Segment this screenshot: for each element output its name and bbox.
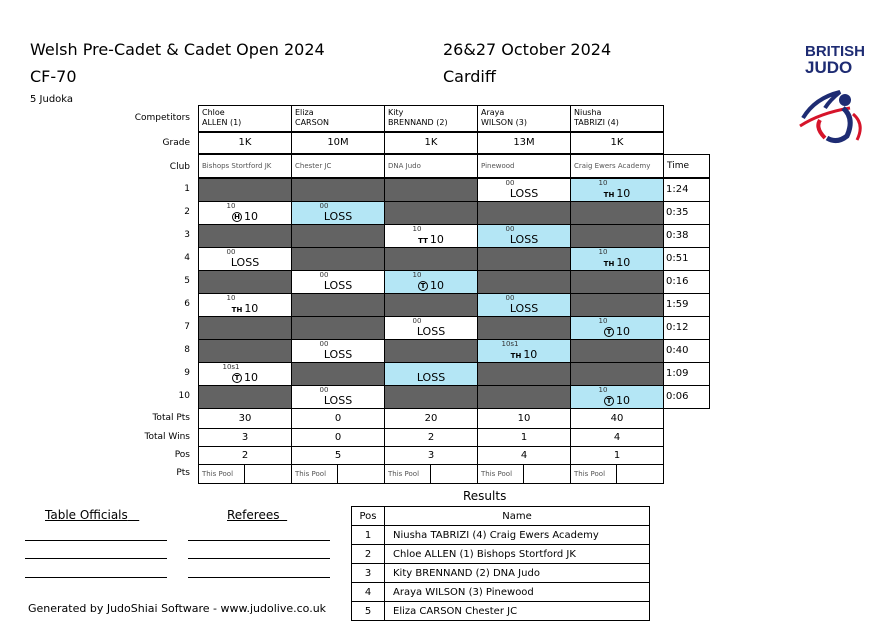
row-label: Club — [169, 162, 190, 172]
row-label: 6 — [184, 299, 190, 309]
score-value: 10 — [523, 348, 538, 361]
score-value: 10 — [430, 279, 444, 292]
score-value: 10 — [244, 371, 258, 384]
total-cell: 4 — [570, 428, 664, 447]
match-cell[interactable] — [291, 178, 385, 202]
score-result — [385, 325, 477, 338]
footer-credit: Generated by JudoShiai Software - www.judolive.co.uk — [28, 602, 327, 615]
logo-line2: JUDO — [805, 58, 853, 77]
score-detail: 10 — [598, 179, 608, 187]
score-result — [292, 210, 384, 223]
pool-points-cell — [198, 464, 292, 484]
score-value: LOSS — [323, 279, 353, 292]
row-label: 2 — [184, 207, 190, 217]
table-officials-label: Table Officials — [45, 508, 128, 522]
match-cell[interactable] — [291, 362, 385, 386]
competitor-last-name: BRENNAND (2) — [388, 118, 448, 127]
row-label: Grade — [162, 138, 190, 148]
total-cell: 3 — [198, 428, 292, 447]
score-result — [571, 394, 663, 407]
score-detail: 10 — [412, 225, 422, 233]
score-value: 10 — [616, 394, 630, 407]
match-cell[interactable] — [570, 362, 664, 386]
referees-heading — [227, 508, 287, 522]
score-type-mark: TT — [418, 237, 428, 245]
competitor-club: Bishops Stortford JK — [198, 154, 292, 178]
competitor-first-name: Chloe — [202, 108, 225, 117]
match-cell[interactable] — [570, 385, 664, 409]
total-cell: 2 — [198, 446, 292, 465]
result-name: Araya WILSON (3) Pinewood — [385, 583, 650, 602]
row-label: 8 — [184, 345, 190, 355]
score-detail: 00 — [505, 294, 515, 302]
match-cell[interactable] — [198, 293, 292, 317]
result-name: Niusha TABRIZI (4) Craig Ewers Academy — [385, 526, 650, 545]
official-line — [25, 540, 167, 541]
score-detail: 00 — [412, 317, 422, 325]
score-result — [199, 371, 291, 384]
results-row — [352, 564, 650, 583]
score-result — [292, 279, 384, 292]
row-label: 3 — [184, 230, 190, 240]
match-cell[interactable] — [570, 270, 664, 294]
score-detail: 10 — [598, 386, 608, 394]
results-header-name: Name — [385, 507, 650, 526]
match-cell[interactable] — [477, 224, 571, 248]
logo-line1: BRITISH — [805, 43, 865, 60]
match-cell[interactable] — [291, 247, 385, 271]
score-value: LOSS — [509, 302, 539, 315]
match-cell[interactable] — [198, 224, 292, 248]
row-label: 9 — [184, 368, 190, 378]
result-pos: 1 — [352, 526, 385, 545]
result-pos: 5 — [352, 602, 385, 621]
score-value: LOSS — [416, 325, 446, 338]
results-table — [351, 506, 650, 621]
competitor-name-cell — [291, 105, 385, 132]
score-value: LOSS — [416, 371, 446, 384]
pool-points-cell — [384, 464, 478, 484]
score-type-icon: H — [232, 212, 242, 222]
match-cell[interactable] — [570, 178, 664, 202]
pool-points-cell — [570, 464, 664, 484]
match-time: 0:40 — [663, 339, 710, 363]
results-row — [352, 526, 650, 545]
score-result — [571, 256, 663, 269]
competitor-last-name: ALLEN (1) — [202, 118, 242, 127]
score-detail: 10s1 — [222, 363, 240, 371]
score-result — [385, 279, 477, 292]
match-cell[interactable] — [570, 293, 664, 317]
result-pos: 4 — [352, 583, 385, 602]
score-detail: 10s1 — [501, 340, 519, 348]
score-value: LOSS — [323, 348, 353, 361]
score-detail: 00 — [226, 248, 236, 256]
row-label: Pts — [176, 468, 190, 478]
total-cell: 1 — [570, 446, 664, 465]
row-label: Total Pts — [152, 413, 190, 423]
row-label: Competitors — [134, 113, 190, 123]
match-cell[interactable] — [384, 201, 478, 225]
total-cell: 1 — [477, 428, 571, 447]
total-cell: 0 — [291, 428, 385, 447]
score-result — [385, 233, 477, 246]
category-title: CF-70 — [30, 67, 77, 86]
match-cell[interactable] — [384, 316, 478, 340]
score-result — [292, 394, 384, 407]
official-line — [25, 558, 167, 559]
match-cell[interactable] — [477, 293, 571, 317]
official-line — [25, 577, 167, 578]
score-value: LOSS — [323, 210, 353, 223]
score-result — [199, 210, 291, 223]
score-type-mark: TH — [603, 191, 615, 199]
pool-points-cell — [477, 464, 571, 484]
result-name: Chloe ALLEN (1) Bishops Stortford JK — [385, 545, 650, 564]
competitor-grade: 10M — [291, 132, 385, 154]
score-result — [385, 371, 477, 384]
this-pool-label: This Pool — [385, 465, 431, 483]
score-value: LOSS — [230, 256, 260, 269]
this-pool-label: This Pool — [478, 465, 524, 483]
competitor-name-cell — [384, 105, 478, 132]
row-label: 1 — [184, 184, 190, 194]
score-value: LOSS — [323, 394, 353, 407]
score-type-mark: TH — [603, 260, 615, 268]
score-result — [292, 348, 384, 361]
score-value: 10 — [244, 210, 258, 223]
competitor-name-cell — [570, 105, 664, 132]
match-cell[interactable] — [198, 178, 292, 202]
score-type-icon: T — [418, 281, 428, 291]
score-detail: 00 — [505, 225, 515, 233]
score-type-icon: T — [604, 396, 614, 406]
score-detail: 00 — [319, 202, 329, 210]
judoka-emblem-icon — [795, 78, 870, 153]
pool-points-cell — [291, 464, 385, 484]
score-detail: 10 — [412, 271, 422, 279]
competitor-grade: 1K — [198, 132, 292, 154]
total-cell: 0 — [291, 408, 385, 429]
competitor-last-name: TABRIZI (4) — [574, 118, 619, 127]
referees-label: Referees — [227, 508, 280, 522]
match-cell[interactable] — [291, 385, 385, 409]
event-date: 26&27 October 2024 — [443, 40, 612, 59]
row-label: 7 — [184, 322, 190, 332]
match-time: 0:38 — [663, 224, 710, 248]
score-detail: 00 — [319, 271, 329, 279]
total-cell: 10 — [477, 408, 571, 429]
score-result — [478, 348, 570, 361]
score-type-icon: T — [604, 327, 614, 337]
competitor-first-name: Kity — [388, 108, 404, 117]
table-officials-heading — [45, 508, 139, 522]
match-cell[interactable] — [570, 247, 664, 271]
referee-line — [188, 577, 330, 578]
match-cell[interactable] — [291, 201, 385, 225]
match-cell[interactable] — [570, 339, 664, 363]
results-row — [352, 583, 650, 602]
score-result — [478, 302, 570, 315]
match-time: 1:59 — [663, 293, 710, 317]
match-cell[interactable] — [477, 201, 571, 225]
score-value: LOSS — [509, 233, 539, 246]
match-time: 0:06 — [663, 385, 710, 409]
event-location: Cardiff — [443, 67, 496, 86]
score-detail: 10 — [598, 248, 608, 256]
score-detail: 10 — [226, 202, 236, 210]
this-pool-label: This Pool — [292, 465, 338, 483]
match-time: 0:35 — [663, 201, 710, 225]
score-result — [199, 302, 291, 315]
competitor-club: DNA Judo — [384, 154, 478, 178]
competitor-grade: 1K — [570, 132, 664, 154]
score-detail: 10 — [598, 317, 608, 325]
match-cell[interactable] — [384, 385, 478, 409]
competitor-club: Craig Ewers Academy — [570, 154, 664, 178]
match-cell[interactable] — [291, 339, 385, 363]
this-pool-label: This Pool — [199, 465, 245, 483]
score-result — [199, 256, 291, 269]
result-name: Kity BRENNAND (2) DNA Judo — [385, 564, 650, 583]
row-label: 10 — [178, 391, 190, 401]
match-cell[interactable] — [570, 201, 664, 225]
match-time: 0:51 — [663, 247, 710, 271]
total-cell: 3 — [384, 446, 478, 465]
score-result — [571, 325, 663, 338]
score-result — [571, 187, 663, 200]
results-title: Results — [463, 489, 507, 503]
match-cell[interactable] — [477, 339, 571, 363]
score-result — [478, 187, 570, 200]
results-row — [352, 545, 650, 564]
match-cell[interactable] — [477, 270, 571, 294]
score-value: 10 — [429, 233, 444, 246]
match-cell[interactable] — [384, 270, 478, 294]
competitor-first-name: Niusha — [574, 108, 602, 117]
match-cell[interactable] — [384, 362, 478, 386]
match-time: 0:16 — [663, 270, 710, 294]
total-cell: 30 — [198, 408, 292, 429]
competitor-last-name: CARSON — [295, 118, 329, 127]
score-type-mark: TH — [510, 352, 522, 360]
match-time: 0:12 — [663, 316, 710, 340]
total-cell: 5 — [291, 446, 385, 465]
match-cell[interactable] — [384, 247, 478, 271]
total-cell: 4 — [477, 446, 571, 465]
referee-line — [188, 558, 330, 559]
total-cell: 2 — [384, 428, 478, 447]
results-row — [352, 602, 650, 621]
competitor-last-name: WILSON (3) — [481, 118, 527, 127]
match-cell[interactable] — [291, 293, 385, 317]
score-detail: 00 — [319, 386, 329, 394]
row-label: 5 — [184, 276, 190, 286]
match-time: 1:24 — [663, 178, 710, 202]
score-value: 10 — [616, 187, 631, 200]
score-value: 10 — [616, 325, 630, 338]
competitor-grade: 1K — [384, 132, 478, 154]
competitor-first-name: Araya — [481, 108, 505, 117]
score-value: 10 — [616, 256, 631, 269]
results-header-pos: Pos — [352, 507, 385, 526]
competitor-grade: 13M — [477, 132, 571, 154]
competitor-club: Pinewood — [477, 154, 571, 178]
match-cell[interactable] — [477, 362, 571, 386]
score-detail: 10 — [226, 294, 236, 302]
score-result — [478, 233, 570, 246]
score-detail: 00 — [505, 179, 515, 187]
row-label: Pos — [174, 450, 190, 460]
result-pos: 2 — [352, 545, 385, 564]
competitor-club: Chester JC — [291, 154, 385, 178]
competitor-name-cell — [198, 105, 292, 132]
score-detail: 00 — [319, 340, 329, 348]
score-value: 10 — [244, 302, 259, 315]
score-type-mark: TH — [231, 306, 243, 314]
match-time: 1:09 — [663, 362, 710, 386]
referee-line — [188, 540, 330, 541]
event-title: Welsh Pre-Cadet & Cadet Open 2024 — [30, 40, 325, 59]
row-label: Total Wins — [144, 432, 190, 442]
total-cell: 20 — [384, 408, 478, 429]
this-pool-label: This Pool — [571, 465, 617, 483]
score-value: LOSS — [509, 187, 539, 200]
score-type-icon: T — [232, 373, 242, 383]
judoka-count: 5 Judoka — [30, 94, 74, 105]
match-cell[interactable] — [198, 247, 292, 271]
time-header: Time — [663, 154, 710, 178]
match-cell[interactable] — [198, 316, 292, 340]
match-cell[interactable] — [570, 224, 664, 248]
total-cell: 40 — [570, 408, 664, 429]
match-cell[interactable] — [570, 316, 664, 340]
competitor-first-name: Eliza — [295, 108, 314, 117]
row-label: 4 — [184, 253, 190, 263]
match-cell[interactable] — [198, 362, 292, 386]
result-name: Eliza CARSON Chester JC — [385, 602, 650, 621]
result-pos: 3 — [352, 564, 385, 583]
competitor-name-cell — [477, 105, 571, 132]
